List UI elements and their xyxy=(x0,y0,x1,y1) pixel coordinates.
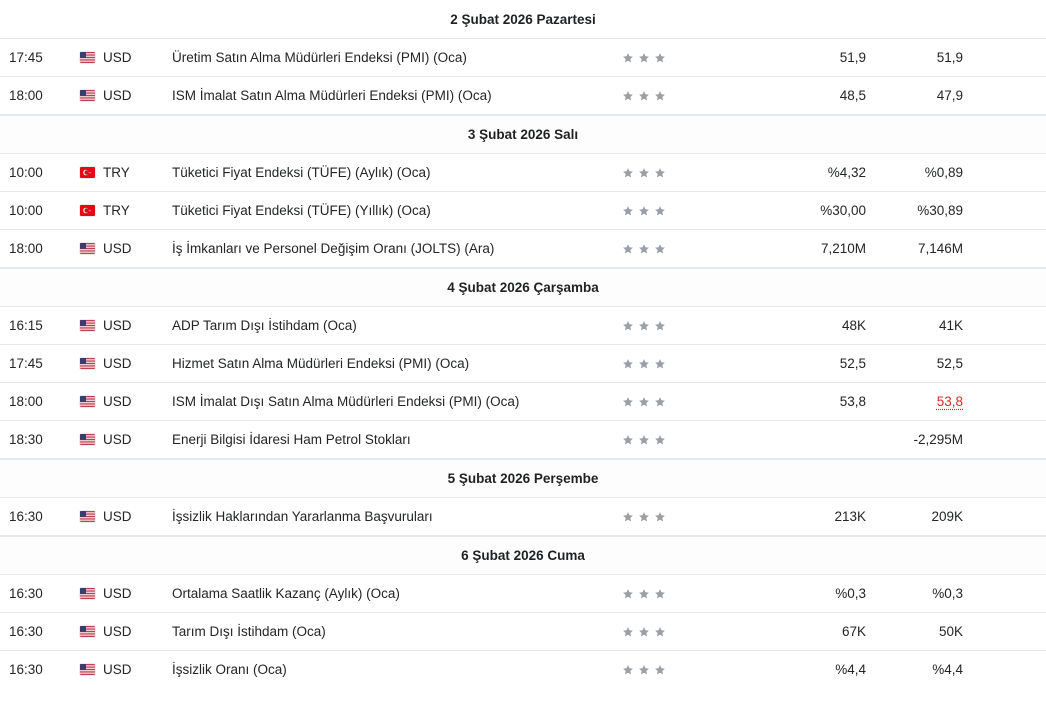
event-currency: USD xyxy=(103,356,132,371)
event-time: 18:00 xyxy=(9,88,43,103)
event-name-link[interactable]: Tüketici Fiyat Endeksi (TÜFE) (Yıllık) (Oca) xyxy=(172,203,431,218)
star-icon xyxy=(638,205,650,217)
star-icon xyxy=(622,664,634,676)
star-icon xyxy=(638,167,650,179)
star-icon xyxy=(654,588,666,600)
us-flag-icon xyxy=(80,396,95,407)
star-icon xyxy=(638,90,650,102)
event-currency: USD xyxy=(103,88,132,103)
turkey-flag-icon xyxy=(80,167,95,178)
event-previous: %30,89 xyxy=(917,203,963,218)
star-icon xyxy=(638,626,650,638)
event-name-link[interactable]: Enerji Bilgisi İdaresi Ham Petrol Stokları xyxy=(172,432,411,447)
event-forecast: 213K xyxy=(834,509,866,524)
event-previous: 209K xyxy=(931,509,963,524)
star-icon xyxy=(654,167,666,179)
turkey-flag-icon xyxy=(80,205,95,216)
event-row[interactable] xyxy=(0,345,1046,383)
event-currency: TRY xyxy=(103,165,130,180)
star-icon xyxy=(638,664,650,676)
event-previous: 47,9 xyxy=(936,88,963,103)
event-previous: %0,3 xyxy=(932,586,963,601)
event-forecast: 67K xyxy=(841,624,866,639)
event-name-link[interactable]: Ortalama Saatlik Kazanç (Aylık) (Oca) xyxy=(172,586,400,601)
event-previous: 51,9 xyxy=(936,50,963,65)
event-time: 10:00 xyxy=(9,203,43,218)
event-name-link[interactable]: İşsizlik Haklarından Yararlanma Başvuruları xyxy=(172,509,433,524)
star-icon xyxy=(654,358,666,370)
event-currency: USD xyxy=(103,394,132,409)
star-icon xyxy=(638,396,650,408)
star-icon xyxy=(638,511,650,523)
us-flag-icon xyxy=(80,664,95,675)
event-previous: -2,295M xyxy=(913,432,963,447)
importance-stars xyxy=(622,613,666,650)
event-row[interactable] xyxy=(0,383,1046,421)
event-previous: 7,146M xyxy=(917,241,963,256)
importance-stars xyxy=(622,39,666,76)
event-name-link[interactable]: ISM İmalat Satın Alma Müdürleri Endeksi (PMI) (Oca) xyxy=(172,88,492,103)
event-time: 17:45 xyxy=(9,50,43,65)
us-flag-icon xyxy=(80,588,95,599)
star-icon xyxy=(654,511,666,523)
us-flag-icon xyxy=(80,52,95,63)
star-icon xyxy=(654,320,666,332)
event-currency: USD xyxy=(103,662,132,677)
us-flag-icon xyxy=(80,358,95,369)
event-currency: USD xyxy=(103,624,132,639)
event-name-link[interactable]: Tüketici Fiyat Endeksi (TÜFE) (Aylık) (Oca) xyxy=(172,165,431,180)
event-time: 17:45 xyxy=(9,356,43,371)
star-icon xyxy=(622,243,634,255)
event-row[interactable] xyxy=(0,651,1046,689)
us-flag-icon xyxy=(80,626,95,637)
star-icon xyxy=(654,434,666,446)
star-icon xyxy=(638,588,650,600)
importance-stars xyxy=(622,77,666,114)
star-icon xyxy=(638,243,650,255)
star-icon xyxy=(622,90,634,102)
event-currency: TRY xyxy=(103,203,130,218)
us-flag-icon xyxy=(80,511,95,522)
star-icon xyxy=(638,52,650,64)
star-icon xyxy=(622,396,634,408)
event-row[interactable] xyxy=(0,575,1046,613)
importance-stars xyxy=(622,192,666,229)
event-time: 16:30 xyxy=(9,509,43,524)
importance-stars xyxy=(622,307,666,344)
event-row[interactable] xyxy=(0,192,1046,230)
event-name-link[interactable]: ISM İmalat Dışı Satın Alma Müdürleri Endeksi (PMI) (Oca) xyxy=(172,394,520,409)
event-previous: %0,89 xyxy=(924,165,963,180)
event-currency: USD xyxy=(103,318,132,333)
event-forecast: 53,8 xyxy=(839,394,866,409)
star-icon xyxy=(638,320,650,332)
us-flag-icon xyxy=(80,320,95,331)
us-flag-icon xyxy=(80,243,95,254)
importance-stars xyxy=(622,383,666,420)
star-icon xyxy=(654,90,666,102)
star-icon xyxy=(622,205,634,217)
event-time: 18:00 xyxy=(9,394,43,409)
star-icon xyxy=(622,588,634,600)
event-forecast: 51,9 xyxy=(839,50,866,65)
importance-stars xyxy=(622,575,666,612)
event-time: 18:00 xyxy=(9,241,43,256)
event-previous: 41K xyxy=(938,318,963,333)
star-icon xyxy=(654,664,666,676)
event-time: 10:00 xyxy=(9,165,43,180)
star-icon xyxy=(654,243,666,255)
event-row[interactable] xyxy=(0,498,1046,536)
event-name-link[interactable]: İşsizlik Oranı (Oca) xyxy=(172,662,287,677)
day-header: 5 Şubat 2026 Perşembe xyxy=(0,459,1046,498)
event-forecast xyxy=(760,421,866,458)
event-row[interactable] xyxy=(0,77,1046,115)
star-icon xyxy=(622,626,634,638)
event-currency: USD xyxy=(103,509,132,524)
star-icon xyxy=(654,626,666,638)
star-icon xyxy=(622,167,634,179)
star-icon xyxy=(622,358,634,370)
us-flag-icon xyxy=(80,434,95,445)
event-currency: USD xyxy=(103,241,132,256)
event-forecast: %0,3 xyxy=(835,586,866,601)
star-icon xyxy=(622,52,634,64)
star-icon xyxy=(638,434,650,446)
star-icon xyxy=(622,434,634,446)
day-header: 3 Şubat 2026 Salı xyxy=(0,115,1046,154)
event-row[interactable] xyxy=(0,39,1046,77)
star-icon xyxy=(622,320,634,332)
importance-stars xyxy=(622,498,666,535)
event-time: 16:15 xyxy=(9,318,43,333)
event-currency: USD xyxy=(103,50,132,65)
event-name-link[interactable]: Üretim Satın Alma Müdürleri Endeksi (PMI) (Oca) xyxy=(172,50,467,65)
event-previous: 52,5 xyxy=(936,356,963,371)
star-icon xyxy=(654,205,666,217)
event-row[interactable] xyxy=(0,230,1046,268)
event-time: 16:30 xyxy=(9,624,43,639)
event-forecast: %30,00 xyxy=(820,203,866,218)
event-name-link[interactable]: ADP Tarım Dışı İstihdam (Oca) xyxy=(172,318,357,333)
event-forecast: 52,5 xyxy=(839,356,866,371)
event-previous: 53,8 xyxy=(936,394,963,409)
star-icon xyxy=(654,52,666,64)
importance-stars xyxy=(622,230,666,267)
event-previous: %4,4 xyxy=(932,662,963,677)
star-icon xyxy=(654,396,666,408)
importance-stars xyxy=(622,421,666,458)
event-forecast: %4,4 xyxy=(835,662,866,677)
day-header: 2 Şubat 2026 Pazartesi xyxy=(0,0,1046,39)
importance-stars xyxy=(622,345,666,382)
event-time: 16:30 xyxy=(9,586,43,601)
event-row[interactable] xyxy=(0,421,1046,459)
event-time: 16:30 xyxy=(9,662,43,677)
event-name-link[interactable]: Hizmet Satın Alma Müdürleri Endeksi (PMI) (Oca) xyxy=(172,356,470,371)
star-icon xyxy=(622,511,634,523)
event-previous: 50K xyxy=(938,624,963,639)
event-name-link[interactable]: İş İmkanları ve Personel Değişim Oranı (JOLTS) (Ara) xyxy=(172,241,495,256)
us-flag-icon xyxy=(80,90,95,101)
day-header: 4 Şubat 2026 Çarşamba xyxy=(0,268,1046,307)
event-time: 18:30 xyxy=(9,432,43,447)
event-forecast: %4,32 xyxy=(827,165,866,180)
event-forecast: 48,5 xyxy=(839,88,866,103)
event-currency: USD xyxy=(103,586,132,601)
event-row[interactable] xyxy=(0,307,1046,345)
event-currency: USD xyxy=(103,432,132,447)
day-header: 6 Şubat 2026 Cuma xyxy=(0,536,1046,575)
importance-stars xyxy=(622,154,666,191)
importance-stars xyxy=(622,651,666,688)
star-icon xyxy=(638,358,650,370)
event-row[interactable] xyxy=(0,154,1046,192)
event-row[interactable] xyxy=(0,613,1046,651)
event-forecast: 48K xyxy=(841,318,866,333)
event-name-link[interactable]: Tarım Dışı İstihdam (Oca) xyxy=(172,624,326,639)
event-forecast: 7,210M xyxy=(820,241,866,256)
